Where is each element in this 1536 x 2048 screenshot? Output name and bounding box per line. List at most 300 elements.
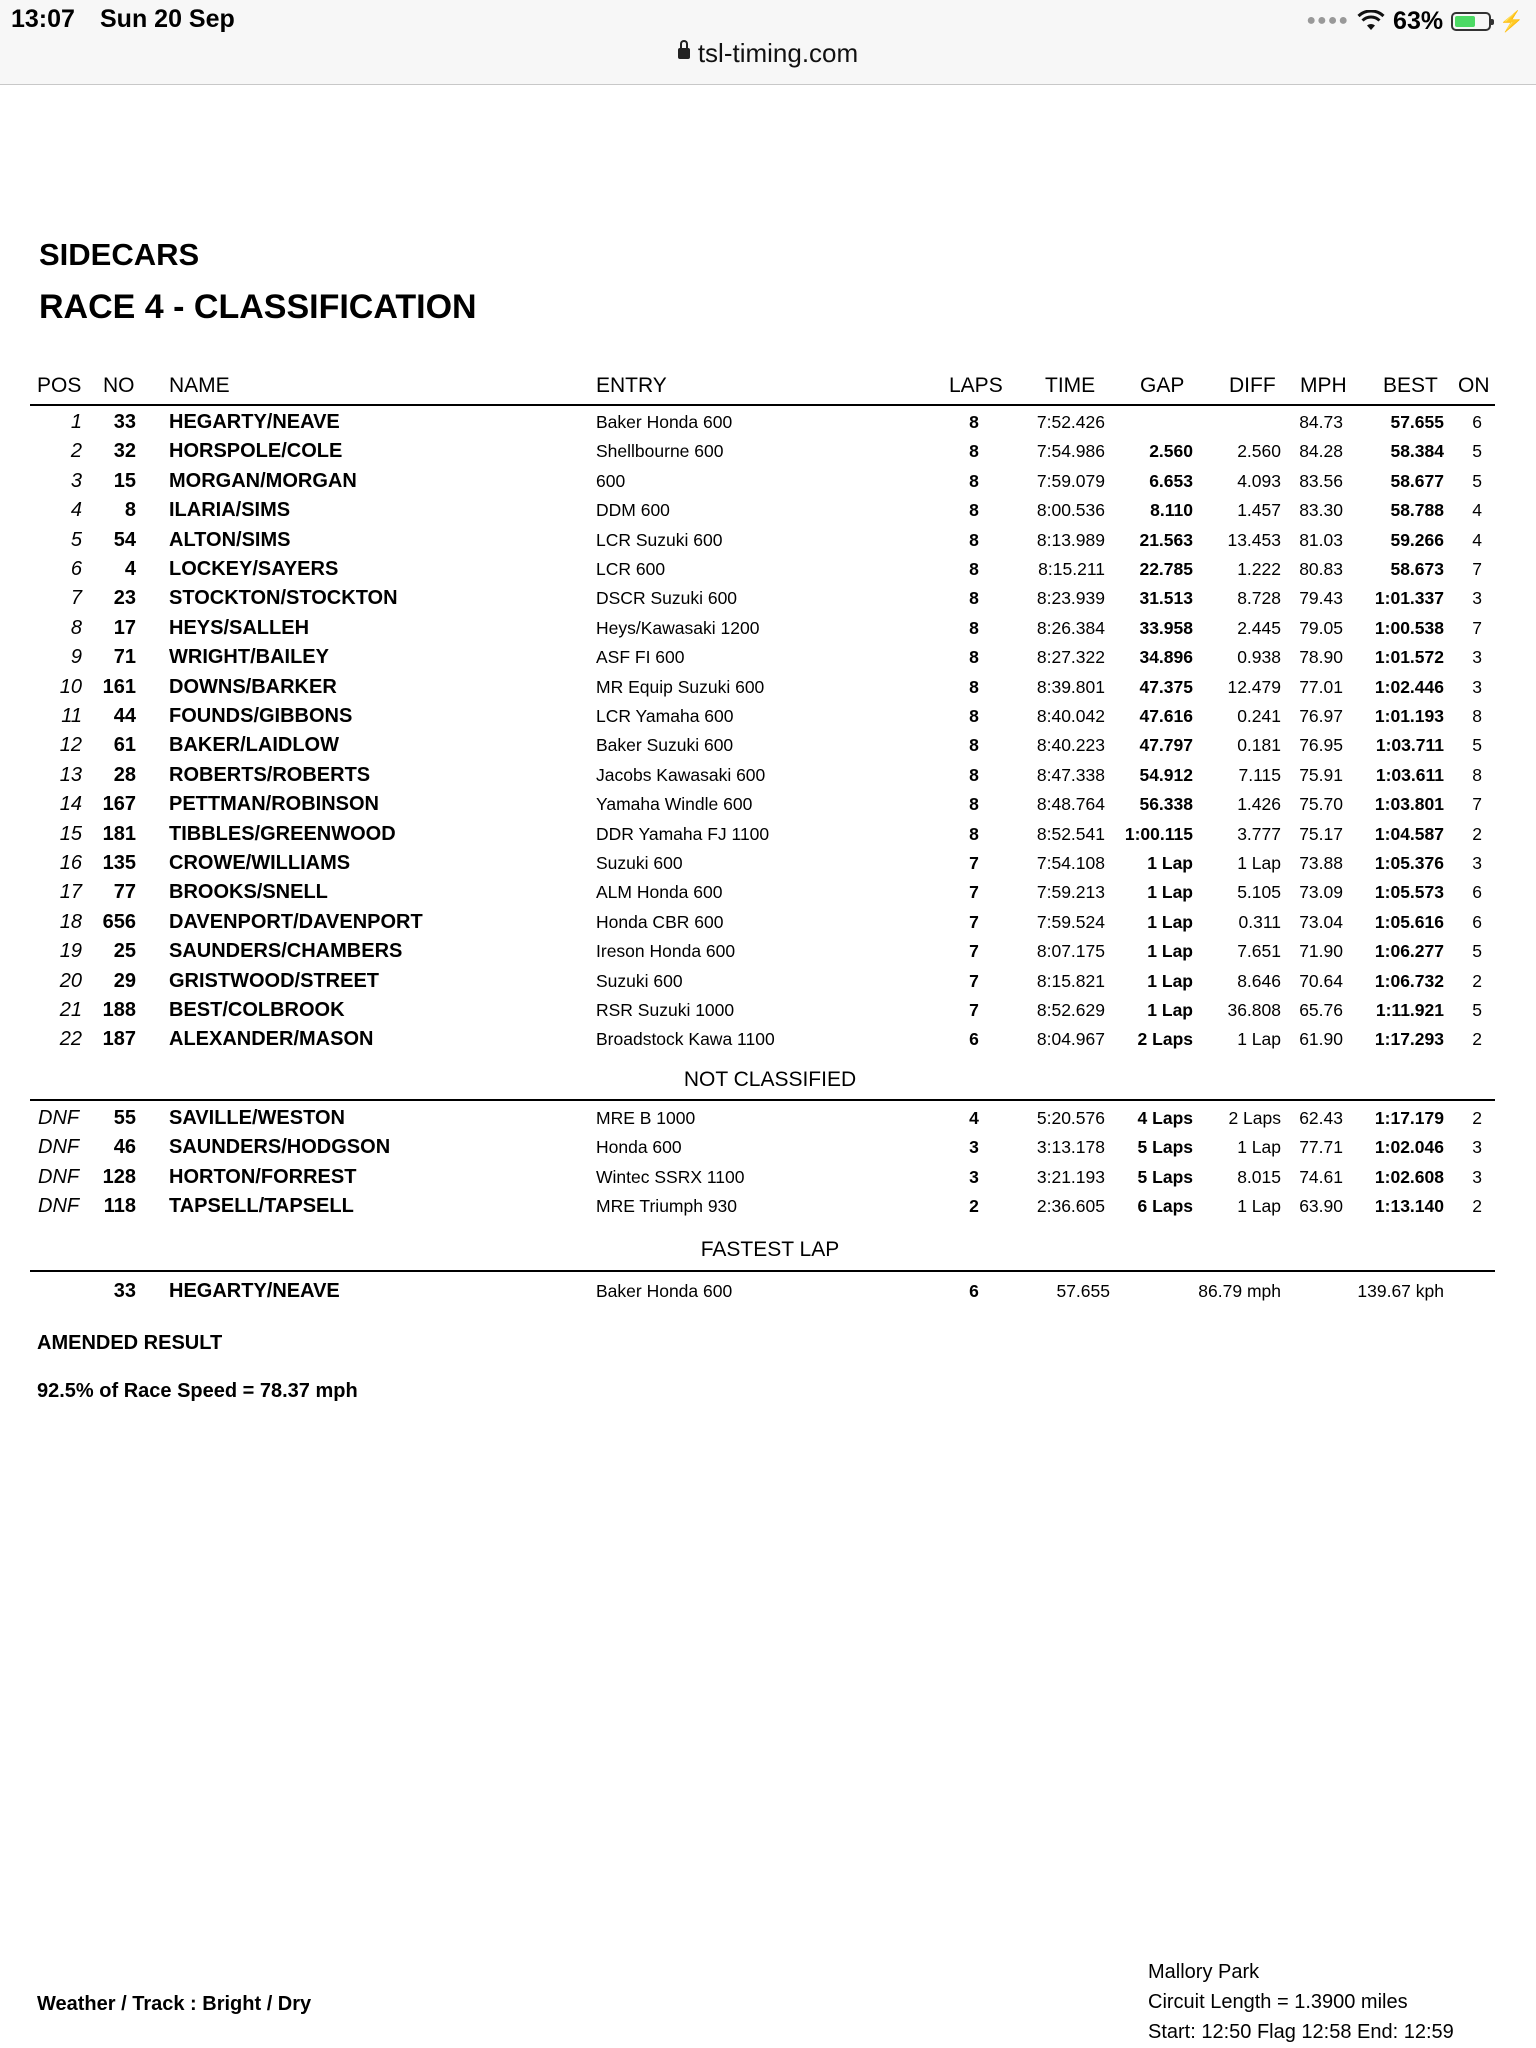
cell-diff: 1.457 [1237,500,1281,521]
cell-name: BAKER/LAIDLOW [169,734,339,757]
cell-mph: 65.76 [1299,1000,1343,1020]
cell-best: 58.788 [1390,500,1444,521]
cell-no: 128 [102,1165,136,1188]
cell-time: 8:39.801 [1036,676,1105,697]
cell-time: 7:59.213 [1036,882,1105,903]
cell-mph: 62.43 [1299,1108,1343,1128]
cell-on: 7 [1472,794,1482,815]
cell-entry: Honda CBR 600 [596,911,724,932]
cell-entry: Baker Suzuki 600 [596,735,734,756]
cell-no: 656 [102,910,136,933]
cell-no: 28 [113,763,136,786]
cell-on: 6 [1472,412,1482,432]
race-speed-note: 92.5% of Race Speed = 78.37 mph [37,1380,358,1402]
cell-laps: 8 [969,470,979,491]
cell-diff: 7.115 [1238,764,1281,785]
cell-name: CROWE/WILLIAMS [169,852,351,874]
table-row [0,496,1536,525]
cell-pos: 4 [70,499,82,522]
cell-on: 3 [1472,647,1482,668]
cell-gap: 34.896 [1139,647,1193,668]
cell-laps: 8 [969,823,979,844]
cell-laps: 3 [969,1166,979,1187]
cell-mph: 79.43 [1299,588,1343,609]
cell-name: TIBBLES/GREENWOOD [169,822,396,845]
fastest-lap-row [0,1277,1536,1306]
battery-icon [1451,12,1491,31]
cell-diff: 8.646 [1237,970,1281,991]
cell-pos: 19 [59,940,82,963]
cell-time: 5:20.576 [1036,1108,1105,1128]
cell-diff: 1 Lap [1237,853,1281,873]
cell-name: GRISTWOOD/STREET [169,969,379,992]
table-row [0,437,1536,466]
cell-pos: 21 [59,999,82,1021]
cell-entry: Ireson Honda 600 [596,941,736,962]
not-classified-divider [30,1099,1495,1101]
cell-name: BROOKS/SNELL [169,881,328,904]
cell-pos: DNF [38,1107,80,1129]
cell-name: HORSPOLE/COLE [169,440,343,463]
cell-best: 58.673 [1390,559,1444,579]
cell-no: 187 [102,1028,136,1051]
cell-time: 8:52.541 [1036,823,1105,844]
header-pos: POS [37,374,82,397]
header-time: TIME [1045,374,1096,397]
cell-name: SAUNDERS/CHAMBERS [169,940,403,963]
cell-diff: 4.093 [1237,470,1281,491]
table-row [0,996,1536,1025]
cell-laps: 7 [969,911,979,932]
cell-laps: 8 [969,647,979,668]
cell-best: 1:17.179 [1374,1108,1444,1128]
cell-on: 3 [1472,676,1482,697]
table-row [0,967,1536,996]
cell-pos: DNF [38,1194,80,1217]
cell-gap: 4 Laps [1137,1108,1193,1128]
cell-pos: 14 [59,793,82,816]
cell-on: 5 [1472,735,1482,756]
cell-no: 25 [113,940,136,963]
cell-entry: LCR 600 [596,559,666,579]
cell-diff: 3.777 [1237,823,1281,844]
cell-name: HORTON/FORREST [169,1165,357,1188]
cell-name: ROBERTS/ROBERTS [169,763,371,786]
cell-best: 1:01.193 [1374,706,1444,726]
cell-mph: 84.73 [1299,412,1343,432]
cell-diff: 13.453 [1227,529,1281,550]
cell-pos: 1 [70,411,82,433]
cell-time: 8:40.042 [1036,706,1105,726]
cell-pos: 18 [59,910,82,933]
cell-entry: Shellbourne 600 [596,441,724,462]
cell-diff: 1 Lap [1237,1137,1281,1158]
cell-mph: 84.28 [1299,441,1343,462]
cell-gap: 1 Lap [1147,1000,1193,1020]
cell-name: STOCKTON/STOCKTON [169,587,398,610]
cell-diff: 1 Lap [1237,1029,1281,1050]
cell-best: 58.677 [1390,470,1444,491]
cell-gap: 21.563 [1139,529,1193,550]
cell-laps: 3 [969,1137,979,1158]
cell-gap: 2 Laps [1137,1029,1193,1050]
cell-no: 77 [113,881,136,904]
cell-best: 1:17.293 [1374,1029,1444,1050]
cell-gap: 47.797 [1139,735,1193,756]
cell-no: 181 [102,822,136,845]
cell-pos: 7 [70,587,82,610]
cell-time: 8:00.536 [1036,500,1105,521]
cell-diff: 0.241 [1237,706,1281,726]
circuit-name: Mallory Park [1148,1961,1260,1983]
cell-laps: 8 [969,559,979,579]
cell-best: 1:02.446 [1374,676,1444,697]
cell-name: SAUNDERS/HODGSON [169,1136,391,1159]
cell-gap: 1 Lap [1147,970,1193,991]
header-diff: DIFF [1229,374,1276,397]
fastest-lap-name: HEGARTY/NEAVE [169,1280,340,1302]
battery-percentage: 63% [1393,6,1444,35]
cell-time: 8:15.211 [1038,559,1105,579]
cell-mph: 75.91 [1299,764,1343,785]
not-classified-heading: NOT CLASSIFIED [683,1068,857,1091]
cell-mph: 77.71 [1299,1137,1343,1158]
cell-time: 8:40.223 [1036,735,1105,756]
cell-on: 5 [1472,441,1482,462]
cell-name: ILARIA/SIMS [169,499,291,522]
header-best: BEST [1383,374,1438,397]
cell-best: 1:11.921 [1375,1000,1444,1020]
header-divider [30,404,1495,406]
cell-pos: 2 [70,440,82,463]
cell-mph: 71.90 [1299,941,1343,962]
cell-time: 8:13.989 [1036,529,1105,550]
cell-diff: 0.181 [1237,735,1281,756]
cell-laps: 8 [969,735,979,756]
cell-best: 1:01.572 [1374,647,1444,668]
cell-best: 1:01.337 [1374,588,1444,609]
cell-mph: 74.61 [1299,1166,1343,1187]
cell-on: 5 [1472,941,1482,962]
cell-time: 8:23.939 [1036,588,1105,609]
cell-entry: LCR Suzuki 600 [596,529,723,550]
cell-diff: 1 Lap [1237,1195,1281,1216]
table-row [0,1104,1536,1133]
cell-entry: Suzuki 600 [596,970,683,991]
cell-pos: DNF [38,1136,80,1159]
cell-on: 6 [1472,882,1482,903]
table-row [0,702,1536,731]
cell-no: 23 [113,587,136,610]
cell-entry: MRE B 1000 [596,1108,696,1128]
fastest-lap-time: 57.655 [1056,1281,1110,1301]
cell-gap: 1 Lap [1147,911,1193,932]
table-row [0,614,1536,643]
cell-best: 57.655 [1390,412,1444,432]
cell-name: HEYS/SALLEH [169,616,310,639]
cell-time: 8:15.821 [1036,970,1105,991]
cell-gap: 6.653 [1149,470,1193,491]
cell-diff: 36.808 [1227,1000,1281,1020]
cell-pos: 20 [59,969,82,992]
lock-icon [678,48,690,59]
cell-diff: 1.426 [1237,794,1281,815]
cell-no: 44 [113,705,136,727]
cell-mph: 73.09 [1299,882,1343,903]
cell-on: 5 [1472,1000,1482,1020]
cell-entry: Baker Honda 600 [596,412,733,432]
cell-entry: DDR Yamaha FJ 1100 [596,823,770,844]
cell-entry: ASF FI 600 [596,647,685,668]
table-row [0,526,1536,555]
cell-time: 8:52.629 [1036,1000,1105,1020]
cell-no: 4 [124,558,136,580]
cell-name: WRIGHT/BAILEY [169,646,329,669]
header-name: NAME [169,374,230,397]
cell-name: DAVENPORT/DAVENPORT [169,910,423,933]
header-entry: ENTRY [596,374,667,397]
cell-gap: 5 Laps [1137,1166,1193,1187]
date: Sun 20 Sep [100,5,235,33]
cell-pos: 22 [59,1028,82,1051]
cell-diff: 1.222 [1237,559,1281,579]
cell-best: 1:05.616 [1374,911,1444,932]
cell-pos: 5 [70,528,82,551]
cell-best: 1:03.711 [1375,735,1444,756]
cell-on: 7 [1472,617,1482,638]
table-row [0,643,1536,672]
cell-best: 1:13.140 [1374,1195,1444,1216]
cell-entry: MR Equip Suzuki 600 [596,676,765,697]
cell-no: 135 [102,852,136,874]
table-row [0,849,1536,878]
circuit-length: Circuit Length = 1.3900 miles [1148,1991,1408,2013]
cell-entry: Jacobs Kawasaki 600 [596,764,766,785]
cell-on: 6 [1472,911,1482,932]
cell-pos: 11 [61,705,82,727]
cell-best: 1:05.376 [1374,853,1444,873]
cell-time: 7:59.079 [1036,470,1105,491]
cell-no: 29 [113,969,136,992]
cell-diff: 7.651 [1237,941,1281,962]
cell-no: 188 [102,999,136,1021]
url-bar[interactable] [0,38,1536,69]
cell-on: 2 [1472,823,1482,844]
amended-result: AMENDED RESULT [37,1332,223,1354]
cell-time: 8:47.338 [1036,764,1105,785]
cell-on: 3 [1472,588,1482,609]
cell-pos: 10 [59,675,82,698]
cell-gap: 1 Lap [1147,853,1193,873]
cell-mph: 76.97 [1299,706,1343,726]
cell-on: 2 [1472,1029,1482,1050]
cell-pos: 6 [70,558,82,580]
cell-on: 5 [1472,470,1482,491]
cell-laps: 8 [969,412,979,432]
cell-mph: 63.90 [1299,1195,1343,1216]
cell-best: 1:03.801 [1374,794,1444,815]
table-row [0,673,1536,702]
wifi-icon [1357,10,1385,32]
cell-gap: 8.110 [1150,500,1193,521]
cell-best: 1:04.587 [1374,823,1444,844]
cellular-signal-icon: ●●●● [1306,12,1350,29]
table-row [0,878,1536,907]
cell-laps: 4 [969,1108,979,1128]
cell-mph: 75.17 [1299,823,1343,844]
circuit-info [1148,1957,1454,2047]
cell-laps: 7 [969,941,979,962]
cell-no: 15 [113,469,136,492]
cell-gap: 1:00.115 [1124,823,1193,844]
cell-entry: 600 [596,470,626,491]
table-row [0,761,1536,790]
cell-mph: 73.04 [1299,911,1343,932]
cell-best: 1:02.046 [1374,1137,1444,1158]
table-row [0,820,1536,849]
cell-time: 7:59.524 [1036,911,1105,932]
table-row [0,908,1536,937]
cell-laps: 8 [969,529,979,550]
cell-time: 3:21.193 [1036,1166,1105,1187]
cell-best: 59.266 [1390,529,1444,550]
cell-laps: 8 [969,794,979,815]
cell-name: DOWNS/BARKER [169,675,337,698]
cell-name: SAVILLE/WESTON [169,1107,345,1129]
cell-mph: 81.03 [1299,529,1343,550]
cell-no: 71 [113,646,136,669]
cell-mph: 61.90 [1299,1029,1343,1050]
cell-time: 8:26.384 [1036,617,1105,638]
cell-entry: Wintec SSRX 1100 [596,1166,745,1187]
cell-name: BEST/COLBROOK [169,999,345,1021]
cell-no: 161 [102,675,136,698]
cell-on: 7 [1472,559,1482,579]
cell-entry: LCR Yamaha 600 [596,706,734,726]
cell-laps: 8 [969,676,979,697]
fastest-lap-mph: 86.79 mph [1198,1281,1281,1301]
cell-name: HEGARTY/NEAVE [169,411,340,433]
cell-gap: 22.785 [1139,559,1193,579]
cell-mph: 83.56 [1299,470,1343,491]
cell-entry: Honda 600 [596,1137,682,1158]
cell-time: 8:04.967 [1036,1029,1105,1050]
cell-no: 17 [113,616,136,639]
cell-best: 1:06.732 [1374,970,1444,991]
cell-time: 8:07.175 [1036,941,1105,962]
table-row [0,584,1536,613]
cell-diff: 8.015 [1237,1166,1281,1187]
table-row [0,731,1536,760]
series-title: SIDECARS [39,237,200,272]
cell-diff: 12.479 [1227,676,1281,697]
cell-gap: 56.338 [1139,794,1193,815]
cell-on: 2 [1472,1108,1482,1128]
cell-diff: 5.105 [1237,882,1281,903]
cell-on: 2 [1472,1195,1482,1216]
cell-gap: 1 Lap [1147,882,1193,903]
cell-on: 3 [1472,1166,1482,1187]
session-times: Start: 12:50 Flag 12:58 End: 12:59 [1148,2021,1454,2043]
charging-bolt-icon: ⚡ [1499,10,1524,33]
cell-name: FOUNDS/GIBBONS [169,705,353,727]
cell-best: 1:02.608 [1374,1166,1444,1187]
cell-mph: 77.01 [1299,676,1343,697]
table-row [0,937,1536,966]
cell-gap: 1 Lap [1147,941,1193,962]
cell-no: 118 [103,1194,136,1217]
cell-mph: 76.95 [1299,735,1343,756]
cell-mph: 78.90 [1299,647,1343,668]
cell-pos: 9 [70,646,82,669]
cell-pos: 16 [59,852,82,874]
cell-name: ALEXANDER/MASON [169,1028,374,1051]
cell-gap: 54.912 [1139,764,1193,785]
cell-on: 8 [1472,706,1482,726]
cell-laps: 8 [969,706,979,726]
cell-mph: 73.88 [1299,853,1343,873]
cell-laps: 2 [969,1195,979,1216]
cell-entry: ALM Honda 600 [596,882,723,903]
url-text: tsl-timing.com [697,38,859,68]
table-row [0,790,1536,819]
cell-gap: 2.560 [1149,441,1193,462]
cell-time: 8:48.764 [1036,794,1105,815]
cell-name: TAPSELL/TAPSELL [169,1194,354,1217]
cell-pos: 8 [70,616,82,639]
clock: 13:07 [11,5,75,33]
cell-diff: 2.445 [1237,617,1281,638]
table-row [0,555,1536,584]
cell-on: 2 [1472,970,1482,991]
header-no: NO [103,374,135,397]
cell-name: ALTON/SIMS [169,528,291,551]
cell-name: PETTMAN/ROBINSON [169,793,379,816]
cell-entry: Heys/Kawasaki 1200 [596,617,760,638]
cell-diff: 8.728 [1237,588,1281,609]
cell-mph: 80.83 [1299,559,1343,579]
table-row [0,1163,1536,1192]
cell-entry: Yamaha Windle 600 [596,794,753,815]
cell-laps: 8 [969,441,979,462]
cell-laps: 8 [969,764,979,785]
cell-best: 1:06.277 [1374,941,1444,962]
cell-gap: 33.958 [1139,617,1193,638]
status-bar [0,0,1536,85]
cell-no: 167 [102,793,136,816]
header-mph: MPH [1300,374,1347,397]
cell-entry: RSR Suzuki 1000 [596,1000,735,1020]
cell-gap: 5 Laps [1137,1137,1193,1158]
cell-on: 8 [1472,764,1482,785]
cell-laps: 8 [969,588,979,609]
cell-on: 3 [1472,853,1482,873]
cell-no: 61 [113,734,136,757]
cell-time: 8:27.322 [1036,647,1105,668]
cell-laps: 7 [969,882,979,903]
cell-laps: 6 [969,1029,979,1050]
cell-no: 46 [113,1136,136,1159]
cell-laps: 8 [969,617,979,638]
cell-time: 7:54.108 [1036,853,1105,873]
table-row [0,1192,1536,1221]
cell-best: 1:00.538 [1374,617,1444,638]
cell-diff: 0.311 [1238,911,1281,932]
table-row [0,1133,1536,1162]
header-on: ON [1458,374,1490,397]
fastest-lap-kph: 139.67 kph [1357,1281,1444,1301]
fastest-lap-divider [30,1270,1495,1272]
